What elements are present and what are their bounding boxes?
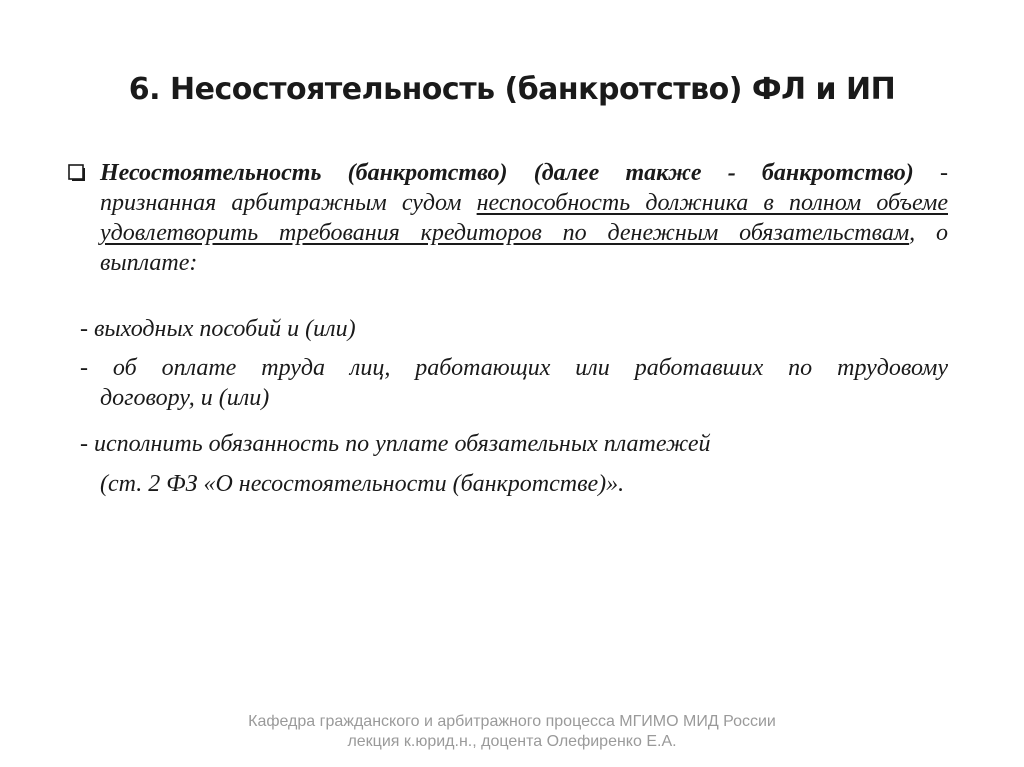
- definition-after: , о выплате:: [100, 220, 948, 276]
- checkbox-bullet-icon: [68, 164, 86, 182]
- list-item: - об оплате труда лиц, работающих или работавших по трудовому: [80, 355, 948, 381]
- definition-paragraph: [100, 158, 948, 278]
- definition-intro: - признанная арбитражным судом: [100, 160, 948, 216]
- footer-line-1: Кафедра гражданского и арбитражного процесса МГИМО МИД России: [248, 713, 776, 730]
- list-item-continuation: договору, и (или): [100, 385, 270, 411]
- definition-underlined: неспособность должника в полном объеме удовлетворить требования кредиторов по денежным обязательствам: [100, 190, 948, 246]
- footer: [0, 712, 1024, 752]
- definition-term: Несостоятельность (банкротство) (далее также - банкротство): [100, 160, 914, 186]
- list-item: - исполнить обязанность по уплате обязательных платежей: [80, 431, 711, 457]
- source-reference: (ст. 2 ФЗ «О несостоятельности (банкротстве)».: [100, 471, 625, 497]
- list-item: - выходных пособий и (или): [80, 316, 356, 342]
- slide-title: 6. Несостоятельность (банкротство) ФЛ и ИП: [128, 72, 896, 107]
- footer-line-2: лекция к.юрид.н., доцента Олефиренко Е.А.: [347, 733, 677, 750]
